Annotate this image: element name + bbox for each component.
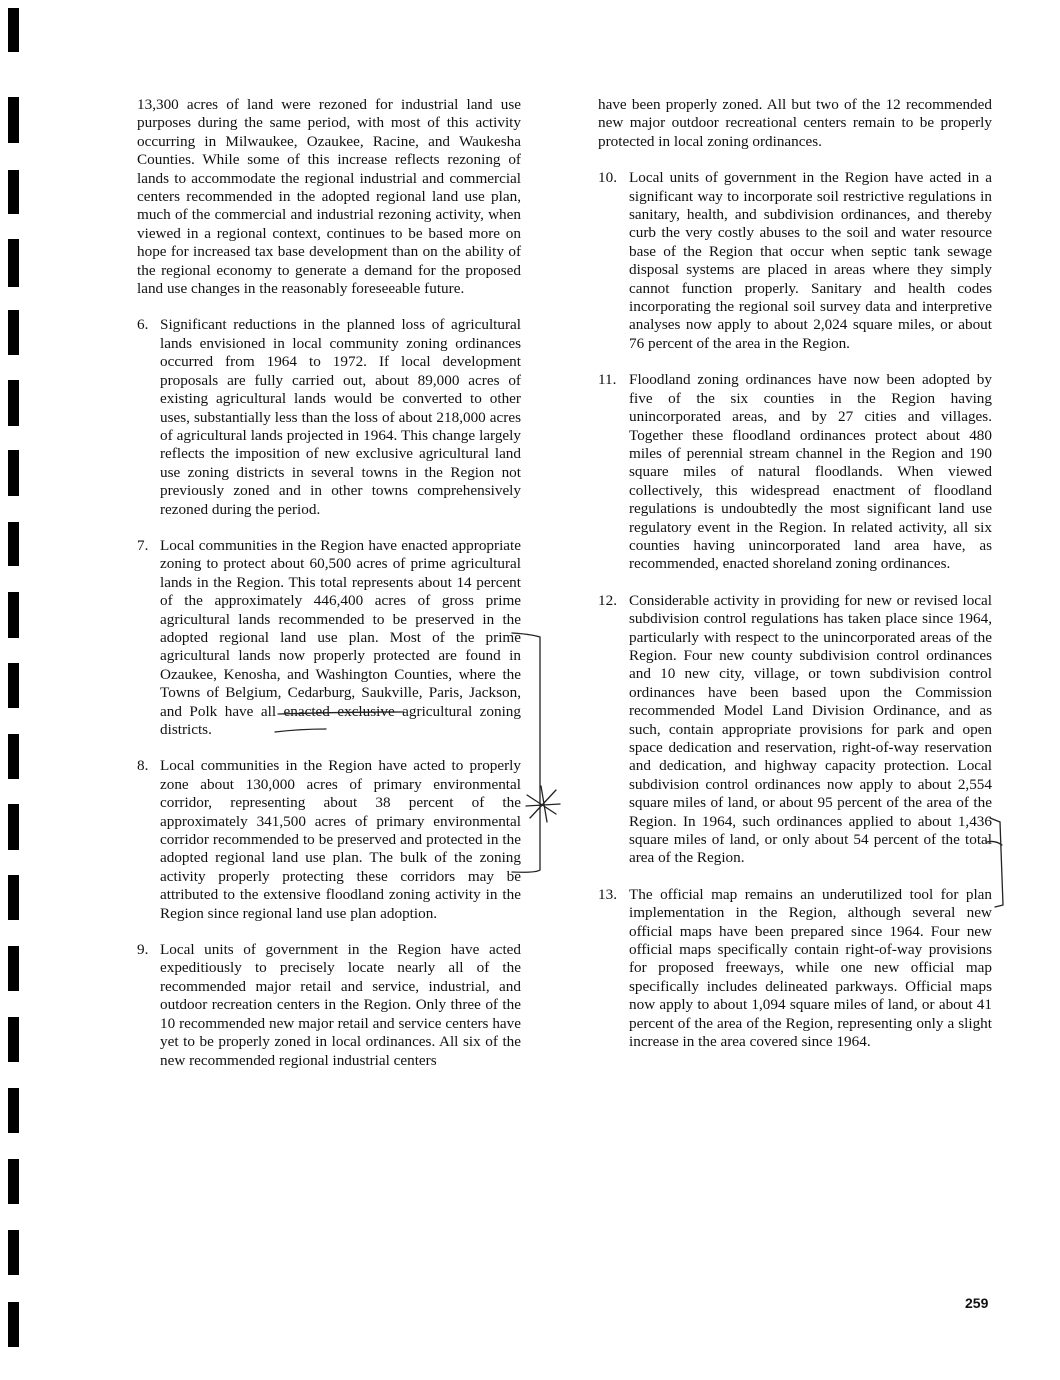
list-item xyxy=(137,941,521,1070)
margin-bar xyxy=(8,804,19,850)
item-text: Floodland zoning ordinances have now been adopted by five of the six counties in the Region having unincorporated areas, and by 27 cities and villages. Together these floodland ordinances protect about 480 miles of perennial stream channel in the Region and 190 square miles of natural floodlands. When viewed collectively, this widespread enactment of floodland regulations is undoubtedly the most significant land use regulatory event in the Region. In related activity, all six counties having unincorporated land area have, as recommended, enacted shoreland zoning ordinances. xyxy=(629,371,992,573)
continued-paragraph: 13,300 acres of land were rezoned for industrial land use purposes during the same period, with most of this activity occurring in Milwaukee, Ozaukee, Racine, and Waukesha Counties. While some of this increase reflects rezoning of lands to accommodate the regional industrial and commercial centers recommended in the adopted regional land use plan, much of the commercial and industrial rezoning activity, when viewed in a regional context, continues to be based more on hope for increased tax base development than on the ability of the regional economy to generate a demand for the proposed land use changes in the reasonably foreseeable future. xyxy=(137,96,521,298)
right-column xyxy=(598,96,992,1070)
item-number: 7. xyxy=(137,536,149,554)
continued-paragraph: have been properly zoned. All but two of the 12 recommended new major outdoor recreational centers remain to be properly protected in local zoning ordinances. xyxy=(598,96,992,150)
page-number: 259 xyxy=(965,1295,989,1311)
item-number: 11. xyxy=(598,371,617,389)
margin-bar xyxy=(8,450,19,496)
asterisk-mark xyxy=(526,786,560,822)
margin-bar xyxy=(8,97,19,143)
margin-bar xyxy=(8,1302,19,1347)
margin-bar xyxy=(8,8,19,52)
margin-bar xyxy=(8,1017,19,1062)
left-column xyxy=(137,96,521,1088)
margin-bar xyxy=(8,170,19,214)
margin-bar xyxy=(8,239,19,287)
item-text: Local communities in the Region have enacted appropriate zoning to protect about 60,500 acres of prime agricultural lands in the Region. This total represents about 14 percent of the approximately 446,400 acres of gross prime agricultural lands recommended to be preserved in the adopted regional land use plan. Most of the prime agricultural lands now properly protected are found in Ozaukee, Kenosha, and Washington Counties, where the Towns of Belgium, Cedarburg, Saukville, Paris, Jackson, and Polk have all enacted exclusive agricultural zoning districts. xyxy=(160,536,521,738)
item-text: Local units of government in the Region have acted expeditiously to precisely locate nearly all of the recommended major retail and service, industrial, and outdoor recreation centers in the Region. Only three of the 10 recommended new major retail and service centers have yet to be properly zoned in local ordinances. All six of the new recommended regional industrial centers xyxy=(160,941,521,1069)
list-item xyxy=(598,592,992,868)
margin-bar xyxy=(8,592,19,638)
item-number: 8. xyxy=(137,757,149,775)
list-item xyxy=(137,316,521,518)
list-item xyxy=(598,886,992,1052)
margin-bar xyxy=(8,380,19,426)
list-item xyxy=(598,371,992,573)
margin-bar xyxy=(8,875,19,920)
item-number: 10. xyxy=(598,169,617,187)
item-number: 13. xyxy=(598,885,617,903)
margin-bar xyxy=(8,734,19,779)
item-text: Significant reductions in the planned loss of agricultural lands envisioned in local community zoning ordinances occurred from 1964 to 1972. If local development proposals are fully carried out, about 89,000 acres of existing agricultural lands would be converted to other uses, substantially less than the loss of about 218,000 acres of agricultural lands projected in 1964. This change largely reflects the imposition of new exclusive agricultural land use zoning districts in several towns in the Region not previously zoned and in other towns comprehensively rezoned during the period. xyxy=(160,316,521,518)
margin-bar xyxy=(8,946,19,991)
list-item xyxy=(598,169,992,353)
list-item xyxy=(137,757,521,923)
item-number: 12. xyxy=(598,591,617,609)
item-text: Considerable activity in providing for new or revised local subdivision control regulations has taken place since 1964, particularly with respect to the unincorporated areas of the Region. Four new county subdivision control ordinances and 10 new city, village, or town subdivision control ordinances have been based upon the Commission recommended Model Land Division Ordinance, and as such, contain appropriate provisions for park and open space dedication and reservation, right-of-way reservation and dedication, and highway capacity protection. Local subdivision control ordinances now apply to about 2,554 square miles of land, or about 95 percent of the area of the Region. In 1964, such ordinances applied to about 1,436 square miles of land, or only about 54 percent of the total area of the Region. xyxy=(629,591,992,867)
margin-bar xyxy=(8,1088,19,1133)
margin-bar xyxy=(8,663,19,708)
margin-bar xyxy=(8,1159,19,1204)
item-text: The official map remains an underutilized tool for plan implementation in the Region, although several new official maps have been prepared since 1964. Four new official maps specifically contain right-of-way provisions for proposed freeways, while one new official map specifically includes delineated parkways. Official maps now apply to about 1,094 square miles of land, or about 41 percent of the area of the Region, representing only a slight increase in the area covered since 1964. xyxy=(629,885,992,1051)
margin-bar xyxy=(8,1230,19,1275)
list-item xyxy=(137,537,521,739)
item-text: Local communities in the Region have acted to properly zone about 130,000 acres of primary environmental corridor, representing about 38 percent of the approximately 341,500 acres of primary environmental corridor recommended to be preserved and protected in the adopted regional land use plan. The bulk of the zoning activity properly protecting these corridors may be attributed to the extensive floodland zoning activity in the Region since regional land use plan adoption. xyxy=(160,757,521,922)
margin-bar xyxy=(8,522,19,566)
item-number: 6. xyxy=(137,316,149,334)
item-text: Local units of government in the Region have acted in a significant way to incorporate soil restrictive regulations in sanitary, health, and subdivision ordinances, and thereby curb the very costly abuses to the soil and water resource base of the Region that occur when septic tank sewage disposal systems are placed in areas where they simply cannot function properly. Sanitary and health codes incorporating the regional soil survey data and interpretive analyses now apply to about 2,024 square miles, or about 76 percent of the area in the Region. xyxy=(629,169,992,352)
margin-bar xyxy=(8,310,19,355)
item-number: 9. xyxy=(137,941,149,959)
